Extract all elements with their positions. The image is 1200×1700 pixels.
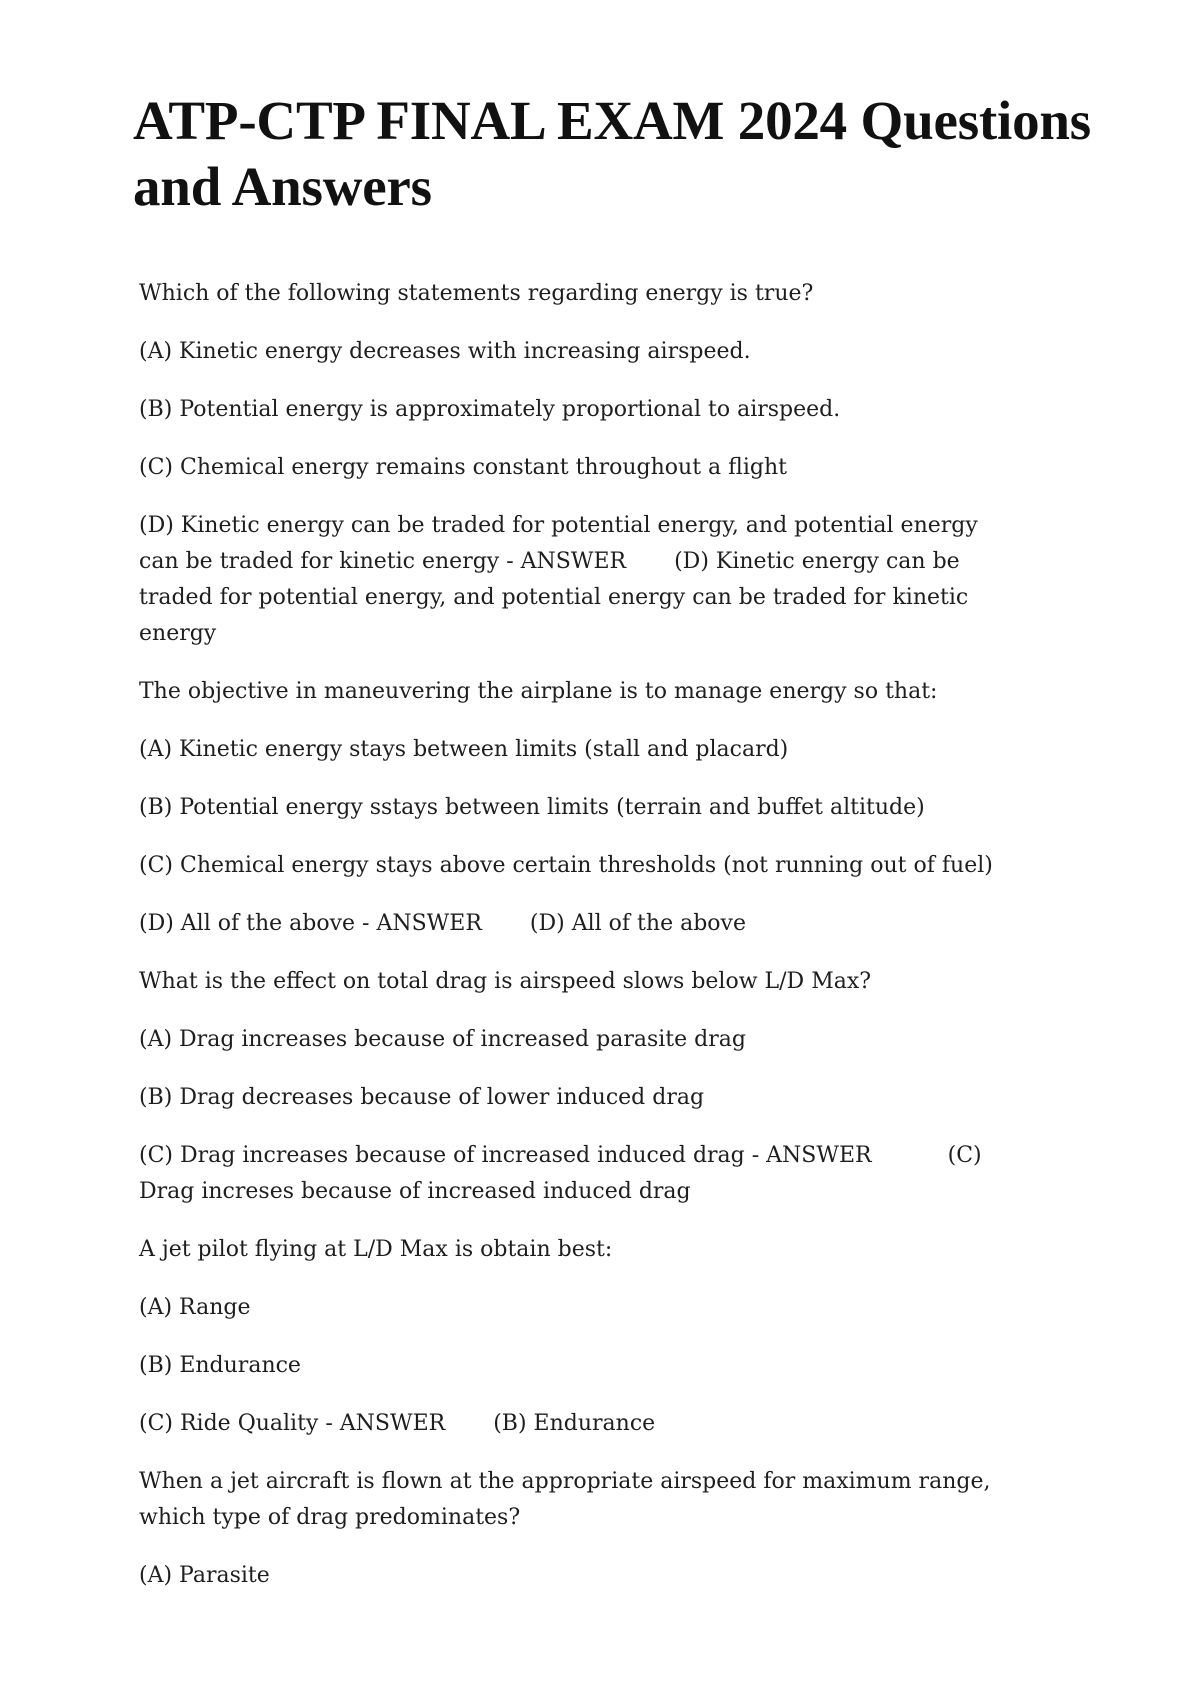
option-text: (B) Drag decreases because of lower induced drag <box>139 1085 705 1110</box>
option-text: (A) Kinetic energy stays between limits (stall and placard) <box>139 737 789 762</box>
option-text: (A) Parasite <box>139 1563 270 1588</box>
question-text: What is the effect on total drag is airspeed slows below L/D Max? <box>139 969 872 994</box>
option-text: (A) Range <box>139 1295 251 1320</box>
question-text: A jet pilot flying at L/D Max is obtain best: <box>139 1237 613 1262</box>
answer-text: (D) Kinetic energy can be traded for potential energy, and potential energy can be traded for kinetic energy <box>139 549 976 646</box>
question-text: When a jet aircraft is flown at the appropriate airspeed for maximum range, which type of drag predominates? <box>139 1469 998 1530</box>
option-text: (D) Kinetic energy can be traded for potential energy, and potential energy can be traded for kinetic energy - ANSWER <box>139 513 985 574</box>
option-with-answer <box>139 906 999 942</box>
option-text: (B) Potential energy is approximately proportional to airspeed. <box>139 397 841 422</box>
answer-text: (B) Endurance <box>493 1411 656 1436</box>
option-with-answer <box>139 1138 999 1210</box>
question-text: The objective in maneuvering the airplane is to manage energy so that: <box>139 679 938 704</box>
option-text: (B) Potential energy sstays between limits (terrain and buffet altitude) <box>139 795 925 820</box>
answer-text: (D) All of the above <box>529 911 746 936</box>
option-text: (C) Chemical energy stays above certain thresholds (not running out of fuel) <box>139 853 993 878</box>
document-body <box>139 276 999 1616</box>
question-text: Which of the following statements regarding energy is true? <box>139 281 814 306</box>
option-text: (D) All of the above - ANSWER <box>139 911 482 936</box>
option-text: (A) Kinetic energy decreases with increasing airspeed. <box>139 339 751 364</box>
option-text: (C) Drag increases because of increased induced drag - ANSWER <box>139 1143 872 1168</box>
option-with-answer <box>139 508 999 652</box>
option-text: (C) Chemical energy remains constant throughout a flight <box>139 455 787 480</box>
option-text: (A) Drag increases because of increased parasite drag <box>139 1027 746 1052</box>
option-text: (B) Endurance <box>139 1353 301 1378</box>
answer-text: (C) Drag increses because of increased induced drag <box>139 1143 989 1204</box>
document-title: ATP-CTP FINAL EXAM 2024 Questions and Answers <box>133 90 1091 217</box>
option-text: (C) Ride Quality - ANSWER <box>139 1411 446 1436</box>
option-with-answer <box>139 1406 999 1442</box>
